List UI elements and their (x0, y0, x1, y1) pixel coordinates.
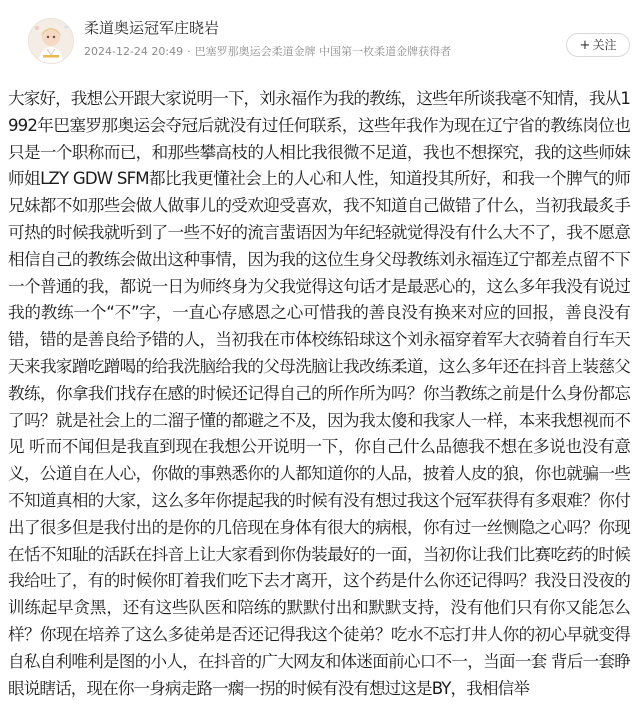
author-name[interactable]: 柔道奥运冠军庄晓岩 (84, 19, 220, 37)
post-body-text: 大家好，我想公开跟大家说明一下，刘永福作为我的教练，这些年所谈我毫不知情，我从1992年巴塞罗那奥运会夺冠后就没有过任何联系，这些年我作为现在辽宁省的教练岗位也只是一个职称而已，和那些攀高枝的人相比我很微不足道，我也不想探究，我的这些师妹师姐LZY GDW SFM都比我更懂社会上的人心和人性，知道投其所好，和我一个脾气的师兄妹都不如那些会做人做事儿的受欢迎受喜欢，我不知道自己做错了什么，当初我最炙手可热的时候我就听到了一些不好的流言蜚语因为年纪轻就觉得没有什么大不了，我不愿意相信自己的教练会做出这种事情，因为我的这位生身父母教练刘永福连辽宁都差点留不下一个普通的我，都说一日为师终身为父我觉得这句话才是最恶心的，这么多年我没有说过我的教练一个“不”字，一直心存感恩之心可惜我的善良没有换来对应的回报，善良没有错，错的是善良给予错的人，当初我在市体校练铅球这个刘永福穿着军大衣骑着自行车天天来我家蹭吃蹭喝的给我洗脑给我的父母洗脑让我改练柔道，这么多年还在抖音上装慈父教练，你拿我们找存在感的时候还记得自己的所作所为吗？你当教练之前是什么身份都忘了吗？就是社会上的二溜子懂的都避之不及，因为我太傻和我家人一样，本来我想视而不见 听而不闻但是我直到现在我想公开说明一下，你自己什么品德我不想在多说也没有意义，公道自在人心，你做的事熟悉你的人都知道你的人品，披着人皮的狼，你也就骗一些不知道真相的大家，这么多年你提起我的时候有没有想过我这个冠军获得有多艰难？你付出了很多但是我付出的是你的几倍现在身体有很大的病根，你有过一丝恻隐之心吗？你现在恬不知耻的活跃在抖音上让大家看到你伪装最好的一面，当初你让我们比赛吃药的时候我给吐了，有的时候你盯着我们吃下去才离开，这个药是什么你还记得吗？我没日没夜的训练起早贪黑，还有这些队医和陪练的默默付出和默默支持，没有他们只有你又能怎么样？你现在培养了这么多徒弟是否还记得我这个徒弟？吃水不忘打井人你的初心早就变得自私自利唯利是图的小人，在抖音的广大网友和体迷面前心口不一，当面一套 背后一套睁眼说瞎话，现在你一身病走路一瘸一拐的时候有没有想过这是BY，我相信举 (8, 89, 630, 698)
post-meta (84, 44, 455, 60)
post-header (0, 0, 636, 80)
follow-button-label: 关注 (592, 38, 617, 52)
post-timestamp: 2024-12-24 20:49 (84, 45, 184, 58)
meta-separator: · (187, 45, 191, 58)
avatar-illustration-icon (29, 19, 73, 63)
follow-button[interactable] (566, 33, 630, 57)
author-bio: 巴塞罗那奥运会柔道金牌 中国第一枚柔道金牌获得者 (194, 45, 452, 58)
plus-icon: + (579, 38, 591, 53)
avatar[interactable] (28, 18, 74, 64)
